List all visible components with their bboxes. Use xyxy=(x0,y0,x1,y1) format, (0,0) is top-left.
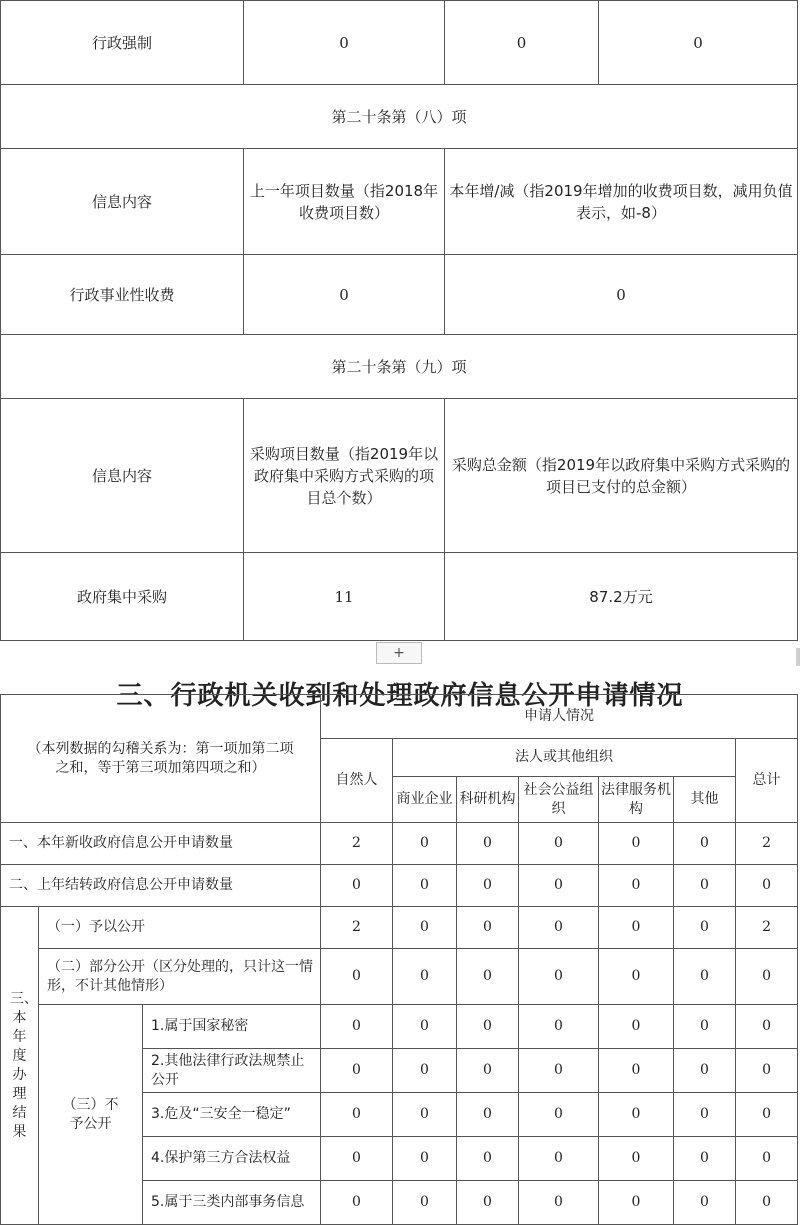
section-heading: 第二十条第（九）项 xyxy=(1,335,798,399)
cell-value: 87.2万元 xyxy=(445,553,798,641)
header-row xyxy=(1,695,798,739)
cell-value: 0 xyxy=(674,1093,736,1137)
row-label: 1.属于国家秘密 xyxy=(143,1005,321,1049)
table-row xyxy=(1,255,798,335)
table-row xyxy=(1,823,798,865)
cell-value: 0 xyxy=(599,823,674,865)
cell-value: 0 xyxy=(674,1005,736,1049)
cell-value: 0 xyxy=(599,1005,674,1049)
org-type-header: 社会公益组织 xyxy=(519,777,599,823)
row-label: 2.其他法律行政法规禁止公开 xyxy=(143,1049,321,1093)
cell-value: 0 xyxy=(393,907,457,949)
cell-value: 0 xyxy=(519,949,599,1005)
cell-value: 0 xyxy=(321,1093,393,1137)
table-row xyxy=(1,907,798,949)
cell-value: 0 xyxy=(393,1093,457,1137)
cell-value: 0 xyxy=(445,255,798,335)
cell-value: 0 xyxy=(457,1137,519,1181)
header-row xyxy=(1,399,798,553)
row-label: （一）予以公开 xyxy=(39,907,321,949)
cell-value: 0 xyxy=(736,1181,798,1225)
cell-value: 0 xyxy=(244,255,445,335)
not-open-group-label: （三）不予公开 xyxy=(39,1005,143,1225)
cell-value: 0 xyxy=(321,949,393,1005)
cell-value: 0 xyxy=(457,1005,519,1049)
column-header: 采购总金额（指2019年以政府集中采购方式采购的项目已支付的总金额） xyxy=(445,399,798,553)
scrollbar-thumb[interactable] xyxy=(796,648,800,666)
cell-value: 2 xyxy=(736,823,798,865)
cell-value: 0 xyxy=(599,1137,674,1181)
cell-value: 0 xyxy=(519,1093,599,1137)
cell-value: 0 xyxy=(674,1049,736,1093)
column-header: 本年增/减（指2019年增加的收费项目数，减用负值表示，如-8） xyxy=(445,149,798,255)
row-label: 3.危及“三安全一稳定” xyxy=(143,1093,321,1137)
section-heading: 第二十条第（八）项 xyxy=(1,85,798,149)
row-label: 二、上年结转政府信息公开申请数量 xyxy=(1,865,321,907)
row-label: 行政事业性收费 xyxy=(1,255,244,335)
cell-value: 0 xyxy=(519,1137,599,1181)
cell-value: 0 xyxy=(445,1,599,85)
legal-group-header: 法人或其他组织 xyxy=(393,739,736,777)
row-label: 5.属于三类内部事务信息 xyxy=(143,1181,321,1225)
section-row xyxy=(1,335,798,399)
cell-value: 0 xyxy=(736,949,798,1005)
org-type-header: 法律服务机构 xyxy=(599,777,674,823)
org-type-header: 其他 xyxy=(674,777,736,823)
org-type-header: 科研机构 xyxy=(457,777,519,823)
cell-value: 0 xyxy=(736,1049,798,1093)
cell-value: 0 xyxy=(457,1049,519,1093)
cell-value: 0 xyxy=(393,949,457,1005)
column-header: 信息内容 xyxy=(1,399,244,553)
table-row xyxy=(1,1005,798,1049)
header-row xyxy=(1,149,798,255)
column-header: 采购项目数量（指2019年以政府集中采购方式采购的项目总个数） xyxy=(244,399,445,553)
row-label: 行政强制 xyxy=(1,1,244,85)
cell-value: 0 xyxy=(599,1181,674,1225)
cell-value: 0 xyxy=(321,865,393,907)
column-header: 信息内容 xyxy=(1,149,244,255)
cell-value: 0 xyxy=(519,907,599,949)
cell-value: 11 xyxy=(244,553,445,641)
table-row xyxy=(1,553,798,641)
cell-value: 0 xyxy=(321,1137,393,1181)
cell-value: 0 xyxy=(393,1049,457,1093)
cell-value: 0 xyxy=(599,949,674,1005)
cell-value: 0 xyxy=(736,865,798,907)
row-label: 一、本年新收政府信息公开申请数量 xyxy=(1,823,321,865)
cell-value: 0 xyxy=(599,865,674,907)
cell-value: 0 xyxy=(321,1049,393,1093)
cell-value: 0 xyxy=(599,907,674,949)
cell-value: 0 xyxy=(599,1049,674,1093)
cell-value: 0 xyxy=(457,865,519,907)
org-type-header: 商业企业 xyxy=(393,777,457,823)
cell-value: 0 xyxy=(674,1181,736,1225)
cell-value: 0 xyxy=(457,1181,519,1225)
table-row xyxy=(1,1,798,85)
cell-value: 0 xyxy=(519,1005,599,1049)
cell-value: 0 xyxy=(321,1005,393,1049)
table-row xyxy=(1,949,798,1005)
cell-value: 0 xyxy=(321,1181,393,1225)
cell-value: 0 xyxy=(736,1005,798,1049)
cell-value: 0 xyxy=(393,1005,457,1049)
cell-value: 0 xyxy=(519,1181,599,1225)
row-label: 政府集中采购 xyxy=(1,553,244,641)
column-header: 上一年项目数量（指2018年收费项目数） xyxy=(244,149,445,255)
cell-value: 0 xyxy=(674,907,736,949)
add-row-button[interactable]: + xyxy=(376,642,422,664)
applicant-header: 申请人情况 xyxy=(321,695,798,739)
cell-value: 0 xyxy=(519,865,599,907)
cell-value: 0 xyxy=(599,1093,674,1137)
cell-value: 2 xyxy=(321,907,393,949)
cell-value: 0 xyxy=(674,1137,736,1181)
cell-value: 0 xyxy=(674,949,736,1005)
section-row xyxy=(1,85,798,149)
relationship-note: （本列数据的勾稽关系为：第一项加第二项之和，等于第三项加第四项之和） xyxy=(1,695,321,823)
cell-value: 0 xyxy=(393,865,457,907)
disclosure-table-lower xyxy=(0,694,798,1225)
cell-value: 0 xyxy=(519,823,599,865)
total-header: 总计 xyxy=(736,739,798,823)
cell-value: 0 xyxy=(457,907,519,949)
natural-person-header: 自然人 xyxy=(321,739,393,823)
result-section-label: 三、本年度办理结果 xyxy=(1,907,39,1225)
cell-value: 0 xyxy=(393,1137,457,1181)
cell-value: 0 xyxy=(674,823,736,865)
cell-value: 0 xyxy=(457,949,519,1005)
cell-value: 0 xyxy=(244,1,445,85)
table-row xyxy=(1,865,798,907)
cell-value: 0 xyxy=(736,1137,798,1181)
cell-value: 0 xyxy=(519,1049,599,1093)
cell-value: 0 xyxy=(599,1,798,85)
cell-value: 2 xyxy=(736,907,798,949)
row-label: 4.保护第三方合法权益 xyxy=(143,1137,321,1181)
cell-value: 2 xyxy=(321,823,393,865)
cell-value: 0 xyxy=(393,823,457,865)
cell-value: 0 xyxy=(457,823,519,865)
cell-value: 0 xyxy=(736,1093,798,1137)
section-title: 三、行政机关收到和处理政府信息公开申请情况 xyxy=(116,680,684,711)
cell-value: 0 xyxy=(457,1093,519,1137)
cell-value: 0 xyxy=(393,1181,457,1225)
row-label: （二）部分公开（区分处理的，只计这一情形，不计其他情形） xyxy=(39,949,321,1005)
cell-value: 0 xyxy=(674,865,736,907)
